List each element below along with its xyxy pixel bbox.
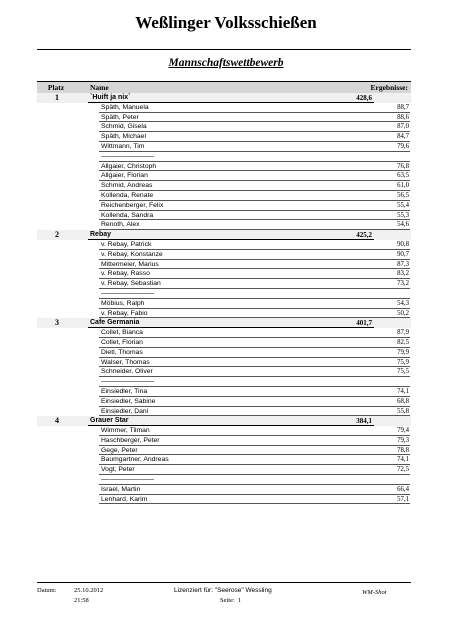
member-name: Collet, Bianca [101,329,143,337]
member-score: 79,4 [397,427,409,435]
separator-line: ------------------------------ [101,289,154,297]
member-name: Einsiedler, Sabine [101,397,156,405]
member-score: 79,9 [397,348,409,356]
member-cell [99,358,410,368]
column-header-platz: Platz [47,83,65,92]
member-row [37,475,411,485]
member-score: 87,9 [397,329,409,337]
team-row [37,318,411,328]
member-row [37,152,411,162]
member-name: Einsiedler, Dani [101,407,149,415]
member-name: Walser, Thomas [101,358,150,366]
member-row [37,279,411,289]
member-score: 73,2 [397,280,409,288]
member-cell [99,367,410,377]
member-score: 83,2 [397,270,409,278]
member-name: v. Rebay, Konstanze [101,250,163,258]
member-row [37,201,411,211]
team-name: `Huift ja nix` [88,93,374,103]
member-name: Wimmer, Tilman [101,427,150,435]
page-title: Weßlinger Volksschießen [135,13,317,32]
member-row [37,191,411,201]
member-score: 54,3 [397,299,409,307]
footer-time: 21:58 [74,597,89,604]
member-score: 82,5 [397,338,409,346]
member-score: 84,7 [397,133,409,141]
footer-page-number: 1 [238,597,242,604]
member-row [37,446,411,456]
member-row [37,309,411,319]
member-name: Israel, Martin [101,485,141,493]
member-name: Schmid, Andreas [101,182,153,190]
member-row [37,250,411,260]
member-row [37,220,411,230]
team-total: 384,1 [356,417,372,426]
member-name: Renoth, Alex [101,221,140,229]
member-cell [99,171,410,181]
member-score: 54,6 [397,221,409,229]
member-row [37,132,411,142]
footer-date: 25.10.2012 [74,587,104,594]
member-score: 88,7 [397,103,409,111]
team-rank: 1 [55,93,59,102]
member-cell [99,338,410,348]
footer-divider [37,582,411,583]
member-row [37,171,411,181]
member-cell [99,269,410,279]
member-cell [99,455,410,465]
member-score: 74,1 [397,456,409,464]
member-score: 66,4 [397,485,409,493]
member-row [37,240,411,250]
member-cell [99,260,410,270]
team-name: Cafe Germania [88,318,374,328]
team-rank: 3 [55,318,59,328]
footer-page-label: Seite: [220,597,235,604]
member-row [37,181,411,191]
member-cell [99,279,410,289]
member-cell [99,152,410,162]
member-cell [99,191,410,201]
member-row [37,269,411,279]
member-score: 74,1 [397,387,409,395]
member-name: Collet, Florian [101,338,143,346]
member-row [37,397,411,407]
member-score: 55,8 [397,407,409,415]
member-name: Reichenberger, Felix [101,201,164,209]
member-cell [99,113,410,123]
member-row [37,465,411,475]
member-score: 50,2 [397,309,409,317]
member-cell [99,240,410,250]
member-cell [99,436,410,446]
team-total: 425,2 [356,231,372,240]
member-name: Späth, Manuela [101,103,149,111]
member-name: v. Rebay, Patrick [101,240,152,248]
member-score: 87,0 [397,123,409,131]
member-score: 79,6 [397,142,409,150]
member-row [37,113,411,123]
member-row [37,103,411,113]
member-row [37,162,411,172]
member-score: 79,3 [397,436,409,444]
member-name: Schmid, Gisela [101,123,147,131]
member-cell [99,446,410,456]
member-score: 55,3 [397,211,409,219]
team-row [37,230,411,240]
title-divider [37,49,411,50]
member-score: 55,4 [397,201,409,209]
member-cell [99,407,410,417]
team-row [37,93,411,103]
member-score: 88,6 [397,113,409,121]
team-name: Rebay [88,230,374,240]
member-name: Vogt, Peter [101,466,135,474]
member-cell [99,103,410,113]
member-row [37,289,411,299]
member-name: Schneider, Oliver [101,368,153,376]
footer-license: Lizenziert für: "Seerose" Wessling [174,587,272,594]
competition-subtitle: Mannschaftswettbewerb [168,57,284,69]
member-row [37,367,411,377]
member-score: 68,8 [397,397,409,405]
member-row [37,122,411,132]
member-name: Haschberger, Peter [101,436,160,444]
member-row [37,426,411,436]
member-name: Allgaier, Christoph [101,162,157,170]
member-cell [99,181,410,191]
member-name: v. Rebay, Sebastian [101,280,161,288]
member-score: 75,9 [397,358,409,366]
member-score: 57,1 [397,495,409,503]
team-total: 401,7 [356,319,372,328]
footer-date-label: Datum: [37,587,57,594]
member-cell [99,142,410,152]
member-score: 90,7 [397,250,409,258]
member-cell [99,162,410,172]
separator-line: ------------------------------ [101,152,154,160]
team-name: Grauer Star [88,416,374,426]
team-rank: 2 [55,230,59,240]
team-row [37,416,411,426]
member-cell [99,387,410,397]
member-row [37,407,411,417]
member-score: 76,8 [397,162,409,170]
member-score: 63,5 [397,172,409,180]
member-score: 87,3 [397,260,409,268]
column-header-ergebnisse: Ergebnisse: [370,83,408,92]
member-cell [99,220,410,230]
member-cell [99,495,410,505]
member-row [37,485,411,495]
member-cell [99,211,410,221]
member-cell [99,465,410,475]
member-name: Mittermeier, Marius [101,260,159,268]
member-name: Kollenda, Renate [101,191,154,199]
member-score: 61,0 [397,182,409,190]
member-cell [99,309,410,319]
member-cell [99,348,410,358]
member-cell [99,397,410,407]
member-cell [99,201,410,211]
member-row [37,358,411,368]
member-name: Baumgartner, Andreas [101,456,169,464]
member-cell [99,475,410,485]
member-score: 72,5 [397,466,409,474]
member-name: Späth, Michael [101,133,146,141]
member-row [37,455,411,465]
member-score: 56,5 [397,191,409,199]
member-cell [99,426,410,436]
member-cell [99,377,410,387]
team-total: 428,6 [356,94,372,102]
member-row [37,387,411,397]
member-name: v. Rebay, Rasso [101,270,150,278]
member-row [37,328,411,338]
member-cell [99,250,410,260]
separator-line: ------------------------------ [101,476,154,484]
column-header-name: Name [90,83,109,92]
member-cell [99,299,410,309]
member-cell [99,132,410,142]
member-name: Späth, Peter [101,113,139,121]
member-score: 75,5 [397,368,409,376]
member-row [37,338,411,348]
member-name: v. Rebay, Fabio [101,309,148,317]
member-score: 90,8 [397,240,409,248]
member-name: Lenhard, Karim [101,495,148,503]
member-row [37,436,411,446]
member-name: Gege, Peter [101,446,138,454]
results-table [37,93,411,504]
member-name: Dietl, Thomas [101,348,143,356]
member-row [37,377,411,387]
member-name: Kollenda, Sandra [101,211,154,219]
team-rank: 4 [55,416,59,426]
member-row [37,495,411,505]
member-cell [99,122,410,132]
member-name: Allgaier, Florian [101,172,148,180]
member-row [37,299,411,309]
member-cell [99,485,410,495]
member-row [37,211,411,221]
member-name: Wittmann, Tim [101,142,145,150]
member-cell [99,289,410,299]
member-name: Einsiedler, Tina [101,387,148,395]
member-row [37,142,411,152]
member-score: 78,8 [397,446,409,454]
separator-line: ------------------------------ [101,378,154,386]
member-row [37,348,411,358]
footer-brand: WM-Shot [362,589,387,596]
member-name: Möbius, Ralph [101,299,145,307]
member-cell [99,328,410,338]
member-row [37,260,411,270]
